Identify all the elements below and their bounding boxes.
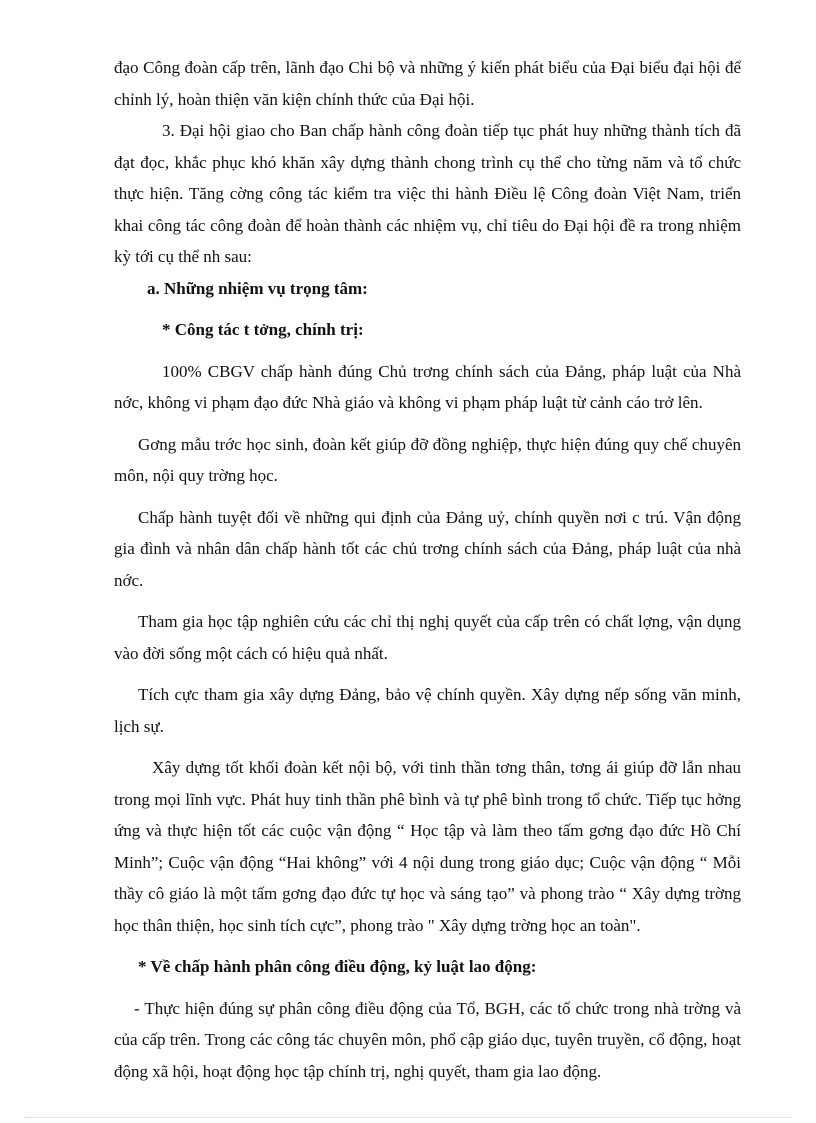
heading-discipline: * Về chấp hành phân công điều động, kỷ luật lao động: — [138, 957, 537, 976]
page-bottom-divider — [24, 1117, 792, 1118]
heading-key-tasks: a. Những nhiệm vụ trọng tâm: — [147, 278, 368, 298]
paragraph-role-model: Gơng mẫu trớc học sinh, đoàn kết giúp đỡ đồng nghiệp, thực hiện đúng quy chế chuyên môn, nội quy trờng học. — [114, 434, 741, 485]
paragraph-party-building: Tích cực tham gia xây dựng Đảng, bảo vệ chính quyền. Xây dựng nếp sống văn minh, lịch sự. — [114, 685, 741, 736]
heading-political-work: * Công tác t tởng, chính trị: — [162, 320, 364, 339]
document-page — [114, 52, 741, 1087]
paragraph-solidarity: Xây dựng tốt khối đoàn kết nội bộ, với tinh thần tơng thân, tơng ái giúp đỡ lẫn nhau trong mọi lĩnh vực. Phát huy tinh thần phê bình và tự phê bình trong tổ chức. Tiếp tục hởng ứng và thực hiện tốt các cuộc vận động “ Học tập và làm theo tấm gơng đạo đức Hồ Chí Minh”; Cuộc vận động “Hai không” với 4 nội dung trong giáo dục; Cuộc vận động “ Mỗi thầy cô giáo là một tấm gơng đạo đức tự học và sáng tạo” và phong trào “ Xây dựng trờng học thân thiện, học sinh tích cực”, phong trào " Xây dựng trờng học an toàn". — [114, 758, 741, 935]
paragraph-compliance: 100% CBGV chấp hành đúng Chủ trơng chính sách của Đảng, pháp luật của Nhà nớc, không vi phạm đạo đức Nhà giáo và không vi phạm pháp luật từ cảnh cáo trở lên. — [114, 361, 741, 412]
paragraph-local-rules: Chấp hành tuyệt đối về những qui định của Đảng uỷ, chính quyền nơi c trú. Vận động gia đình và nhân dân chấp hành tốt các chủ trơng chính sách của Đảng, pháp luật của nhà nớc. — [114, 507, 741, 590]
paragraph-intro: đạo Công đoàn cấp trên, lãnh đạo Chi bộ và những ý kiến phát biểu của Đại biểu đại hội để chỉnh lý, hoàn thiện văn kiện chính thức của Đại hội. — [114, 58, 741, 109]
paragraph-assignment: - Thực hiện đúng sự phân công điều động của Tổ, BGH, các tổ chức trong nhà trờng và của cấp trên. Trong các công tác chuyên môn, phổ cập giáo dục, tuyên truyền, cổ động, hoạt động xã hội, hoạt động học tập chính trị, nghị quyết, tham gia lao động. — [114, 998, 741, 1081]
paragraph-study: Tham gia học tập nghiên cứu các chỉ thị nghị quyết của cấp trên có chất lợng, vận dụng vào đời sống một cách có hiệu quả nhất. — [114, 612, 741, 663]
paragraph-item-3: 3. Đại hội giao cho Ban chấp hành công đoàn tiếp tục phát huy những thành tích đã đạt đọc, khắc phục khó khăn xây dựng thành chong trình cụ thể cho từng năm và tổ chức thực hiện. Tăng cờng công tác kiểm tra việc thi hành Điều lệ Công đoàn Việt Nam, triển khai công tác công đoàn để hoàn thành các nhiệm vụ, chỉ tiêu do Đại hội đề ra trong nhiệm kỳ tới cụ thể nh sau: — [114, 121, 741, 266]
